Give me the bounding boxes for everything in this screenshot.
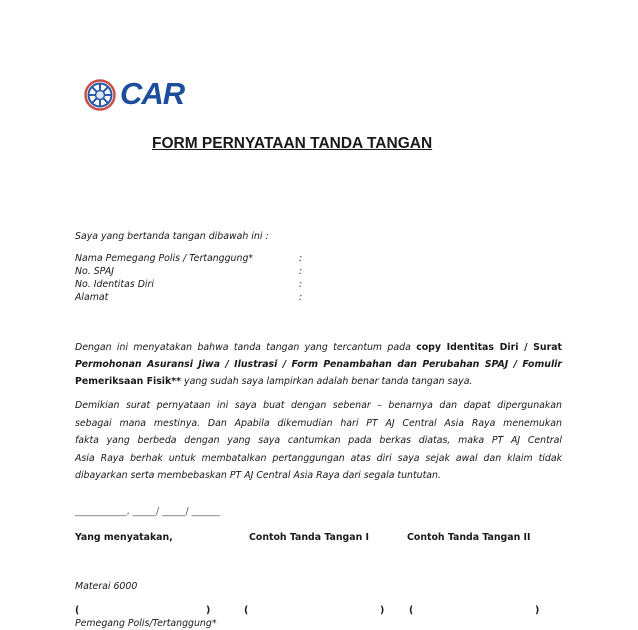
signature-header-sample-1: Contoh Tanda Tangan I (249, 532, 369, 543)
field-label-name: Nama Pemegang Polis / Tertanggung* (75, 253, 254, 264)
statement-text: yang sudah saya lampirkan adalah benar tanda tangan saya. (181, 376, 473, 387)
statement-bold-text: Pemeriksaan Fisik** (75, 376, 182, 387)
paren-close: ) (535, 605, 540, 616)
statement-paragraph-line (75, 342, 562, 353)
field-colon: : (299, 292, 303, 303)
field-colon: : (299, 279, 303, 290)
statement-text: Dengan ini menyatakan bahwa tanda tangan yang tercantum pada (75, 342, 411, 353)
declaration-line: dibayarkan serta membebaskan PT AJ Central Asia Raya dari segala tuntutan. (75, 470, 441, 481)
declaration-line: sebagai mana mestinya. Dan Apabila dikemudian hari PT AJ Central Asia Raya menemukan (75, 417, 562, 429)
paren-close: ) (206, 605, 211, 616)
date-line: ___________, _____/ _____/ ______ (75, 506, 220, 517)
signature-header-declarant: Yang menyatakan, (75, 532, 173, 543)
field-label-id: No. Identitas Diri (75, 279, 154, 290)
field-label-address: Alamat (75, 292, 109, 303)
statement-bold-text: copy Identitas Diri / Surat (416, 342, 562, 353)
field-colon: : (299, 266, 303, 277)
declaration-line: Demikian surat pernyataan ini saya buat dengan sebenar – benarnya dan dapat dipergunakan (75, 400, 562, 411)
statement-bold-line: Permohonan Asuransi Jiwa / Ilustrasi / Form Penambahan dan Perubahan SPAJ / Fomulir (75, 359, 562, 370)
paren-open: ( (244, 605, 249, 616)
paren-close: ) (380, 605, 385, 616)
car-wheel-logo-icon (84, 79, 116, 111)
declaration-line: fakta yang berbeda dengan yang saya cantumkan pada berkas diatas, maka PT AJ Central (75, 435, 562, 446)
page-title: FORM PERNYATAAN TANDA TANGAN (152, 135, 433, 152)
declaration-line: Asia Raya berhak untuk membatalkan pertanggungan atas diri saya sejak awal dan klaim tidak (75, 452, 562, 464)
logo-text: CAR (120, 76, 185, 111)
signer-label: Pemegang Polis/Tertanggung* (75, 618, 217, 629)
intro-text: Saya yang bertanda tangan dibawah ini : (75, 231, 269, 242)
signature-header-sample-2: Contoh Tanda Tangan II (407, 532, 531, 543)
field-label-spaj: No. SPAJ (75, 266, 115, 277)
stamp-duty-label: Materai 6000 (75, 581, 138, 592)
paren-open: ( (409, 605, 414, 616)
paren-open: ( (75, 605, 80, 616)
field-colon: : (299, 253, 303, 264)
